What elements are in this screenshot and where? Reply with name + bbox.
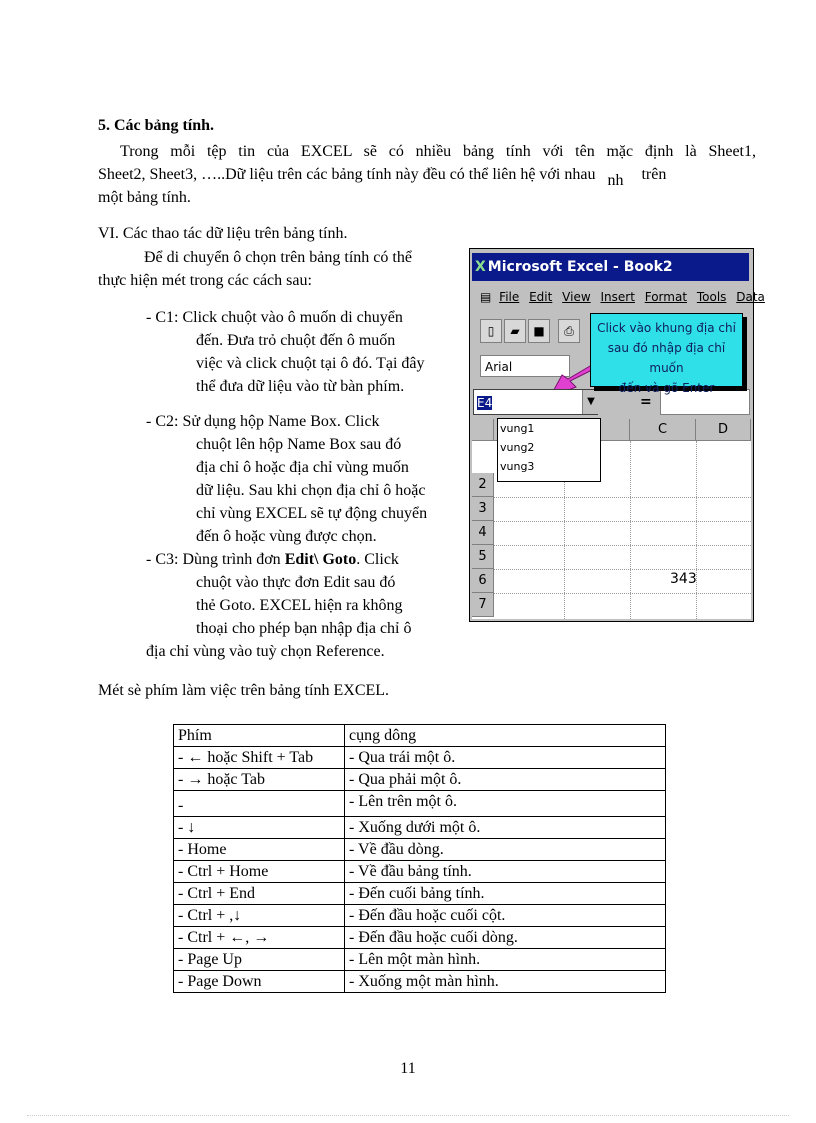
section-heading: 5. Các bảng tính. — [98, 117, 215, 134]
grid-line — [494, 545, 751, 546]
para1-line1: Trong mỗi tệp tin của EXCEL sẽ có nhiều bảng tính với tên mặc định là Sheet1, — [120, 143, 756, 160]
table-cell: - Qua trái một ô. — [345, 747, 666, 769]
table-cell: - → hoặc Tab — [174, 769, 345, 791]
grid-line — [494, 569, 751, 570]
table-cell: - Xuống một màn hình. — [345, 971, 666, 993]
row-header[interactable]: 7 — [472, 593, 494, 617]
dropdown-item[interactable]: vung1 — [500, 422, 535, 435]
table-cell: - Lên một màn hình. — [345, 949, 666, 971]
c1-line: thể đưa dữ liệu vào từ bàn phím. — [196, 378, 405, 395]
page-number: 11 — [400, 1060, 416, 1077]
c3-line: thẻ Goto. EXCEL hiện ra không — [196, 597, 403, 614]
table-cell: - Page Down — [174, 971, 345, 993]
menu-file[interactable]: File — [499, 290, 520, 304]
chevron-down-icon[interactable]: ▼ — [582, 390, 599, 414]
table-cell: - Lên trên một ô. — [345, 791, 666, 817]
c1-line: đến. Đưa trỏ chuột đến ô muốn — [196, 332, 396, 349]
formula-equals: = — [640, 394, 652, 410]
table-cell: - Đến cuối bảng tính. — [345, 883, 666, 905]
open-folder-icon[interactable]: ▰ — [504, 319, 526, 343]
table-row — [174, 971, 666, 993]
table-row — [174, 861, 666, 883]
row-header[interactable]: 3 — [472, 497, 494, 521]
table-cell: - Xuống dưới một ô. — [345, 817, 666, 839]
grid-line — [494, 593, 751, 594]
para1-line3: một bảng tính. — [98, 189, 191, 206]
menu-edit[interactable]: Edit — [529, 290, 553, 304]
callout-note: Click vào khung địa chỉ sau đó nhập địa chỉ muốn đến và gõ Enter — [590, 313, 743, 387]
column-header-d[interactable]: D — [696, 419, 751, 441]
table-cell: - ↓ — [174, 817, 345, 839]
cell-value[interactable]: 343 — [670, 571, 697, 587]
table-cell: - Qua phải một ô. — [345, 769, 666, 791]
page-footer-rule — [27, 1115, 789, 1116]
table-cell: - ← hoặc Shift + Tab — [174, 747, 345, 769]
table-row — [174, 839, 666, 861]
table-cell: - Đến đầu hoặc cuối dòng. — [345, 927, 666, 949]
excel-screenshot — [469, 248, 765, 622]
table-cell: - — [174, 791, 345, 817]
menu-format[interactable]: Format — [644, 290, 688, 304]
keys-table — [173, 724, 666, 993]
table-cell: - Home — [174, 839, 345, 861]
c2-line: - C2: Sử dụng hộp Name Box. Click — [146, 413, 380, 430]
table-cell: - Về đầu dòng. — [345, 839, 666, 861]
table-cell: - Về đầu bảng tính. — [345, 861, 666, 883]
c2-line: chỉ vùng EXCEL sẽ tự động chuyển — [196, 505, 428, 522]
table-cell: - Ctrl + ,↓ — [174, 905, 345, 927]
dropdown-item[interactable]: vung2 — [500, 441, 535, 454]
c2-line: dữ liệu. Sau khi chọn địa chỉ ô hoặc — [196, 482, 426, 499]
print-icon[interactable]: ⎙ — [558, 319, 580, 343]
table-row — [174, 817, 666, 839]
grid-line — [494, 497, 751, 498]
intro-line2: thực hiện mét trong các cách sau: — [98, 272, 312, 289]
document-icon: ▤ — [480, 290, 492, 304]
table-row — [174, 905, 666, 927]
row-header[interactable]: 5 — [472, 545, 494, 569]
menu-insert[interactable]: Insert — [600, 290, 635, 304]
sub-heading: VI. Các thao tác dữ liệu trên bảng tính. — [98, 225, 348, 242]
intro-line1: Để di chuyển ô chọn trên bảng tính có thể — [144, 249, 412, 266]
font-select[interactable]: Arial — [480, 355, 570, 377]
menu-view[interactable]: View — [562, 290, 591, 304]
row-header[interactable]: 4 — [472, 521, 494, 545]
table-header: Phím — [174, 725, 345, 747]
c3-line: thoại cho phép bạn nhập địa chỉ ô — [196, 620, 412, 637]
table-row — [174, 791, 666, 817]
corner-header — [472, 419, 494, 441]
table-cell: - Đến đầu hoặc cuối cột. — [345, 905, 666, 927]
table-row — [174, 769, 666, 791]
excel-menu-bar — [472, 285, 765, 309]
grid-line — [494, 521, 751, 522]
table-cell: - Ctrl + ←, → — [174, 927, 345, 949]
table-header-row — [174, 725, 666, 747]
c2-line: đến ô hoặc vùng được chọn. — [196, 528, 377, 545]
column-header-c[interactable]: C — [630, 419, 696, 441]
table-row — [174, 927, 666, 949]
namebox-dropdown — [497, 418, 601, 482]
table-row — [174, 883, 666, 905]
table-cell: - Ctrl + Home — [174, 861, 345, 883]
table-cell: - Ctrl + End — [174, 883, 345, 905]
para1-line2: Sheet2, Sheet3, …..Dữ liệu trên các bảng tính này đều có thể liên hệ với nhau nh trên — [98, 166, 667, 189]
c3-line1: - C3: Dùng trình đơn Edit\ Goto. Click — [146, 551, 399, 568]
table-row — [174, 949, 666, 971]
c3-last: địa chỉ vùng vào tuỳ chọn Reference. — [146, 643, 385, 660]
dropdown-item[interactable]: vung3 — [500, 460, 535, 473]
excel-logo-icon: X — [475, 259, 486, 275]
row-header[interactable]: 2 — [472, 473, 494, 497]
name-box[interactable]: E4 — [473, 389, 598, 415]
row-header[interactable]: 6 — [472, 569, 494, 593]
menu-data[interactable]: Data — [736, 290, 765, 304]
c3-line: chuột vào thực đơn Edit sau đó — [196, 574, 396, 591]
excel-title-bar: X Microsoft Excel - Book2 — [472, 253, 749, 281]
table-cell: - Page Up — [174, 949, 345, 971]
keys-intro: Mét sè phím làm việc trên bảng tính EXCEL. — [98, 682, 390, 699]
menu-tools[interactable]: Tools — [696, 290, 727, 304]
new-file-icon[interactable]: ▯ — [480, 319, 502, 343]
c2-line: chuột lên hộp Name Box sau đó — [196, 436, 402, 453]
c1-line: việc và click chuột tại ô đó. Tại đây — [196, 355, 425, 372]
c2-line: địa chỉ ô hoặc địa chỉ vùng muốn — [196, 459, 409, 476]
table-row — [174, 747, 666, 769]
table-header: cụng dông — [345, 725, 666, 747]
c1-line: - C1: Click chuột vào ô muốn di chuyển — [146, 309, 403, 326]
save-icon[interactable]: ■ — [528, 319, 550, 343]
